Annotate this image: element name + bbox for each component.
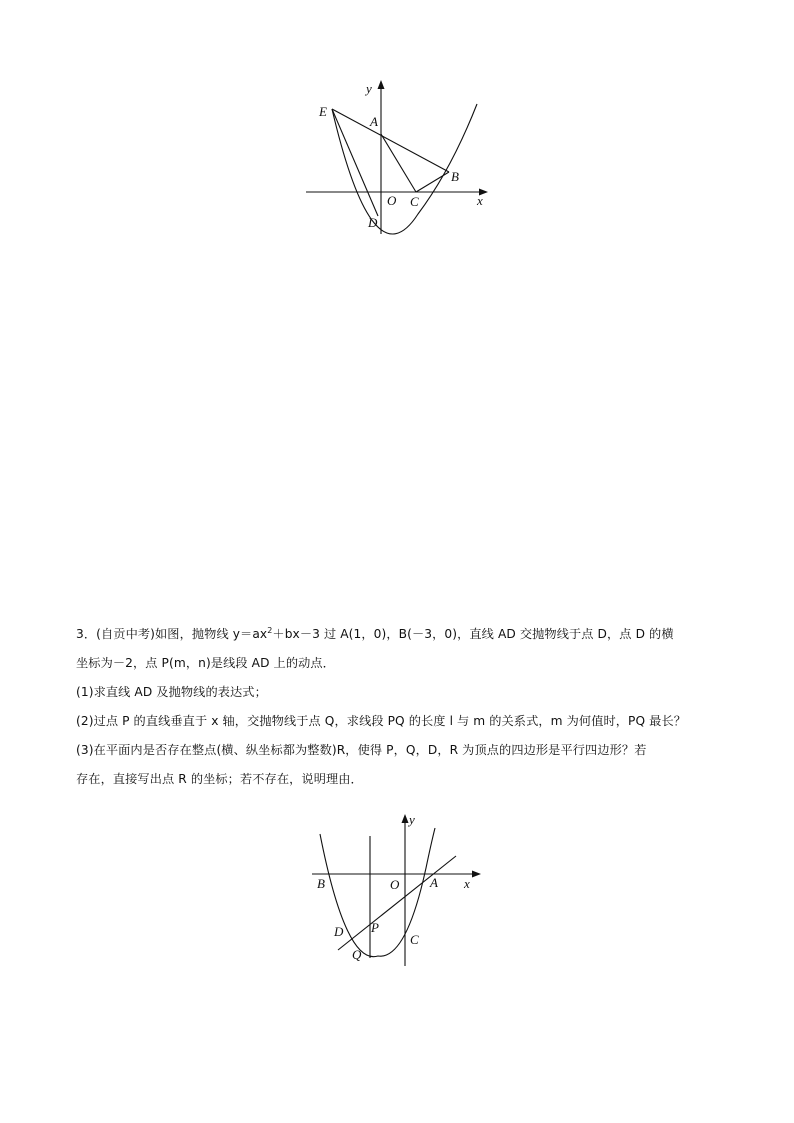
label-Q: Q bbox=[352, 947, 362, 962]
label-y: y bbox=[366, 81, 372, 96]
label-D: D bbox=[334, 924, 344, 939]
problem-number: 3 bbox=[76, 627, 84, 641]
label-y: y bbox=[409, 812, 415, 827]
problem-text-a: 如图，抛物线 y＝ax bbox=[155, 627, 268, 641]
label-P: P bbox=[371, 920, 379, 935]
label-A: A bbox=[370, 114, 378, 129]
segment-EB bbox=[332, 109, 449, 172]
label-E: E bbox=[319, 104, 327, 119]
problem-3 bbox=[76, 620, 726, 794]
y-axis-arrow bbox=[378, 80, 385, 89]
label-O: O bbox=[390, 877, 400, 892]
y-axis-arrow bbox=[402, 814, 409, 823]
exponent: 2 bbox=[267, 626, 273, 635]
label-O: O bbox=[387, 193, 397, 208]
problem-3-line-1 bbox=[76, 620, 726, 649]
figure-1 bbox=[300, 74, 500, 236]
question-2: (2)过点 P 的直线垂直于 x 轴，交抛物线于点 Q，求线段 PQ 的长度 l 与 m 的关系式，m 为何值时，PQ 最长？ bbox=[76, 714, 687, 728]
segment-AC bbox=[381, 134, 416, 192]
label-C: C bbox=[410, 932, 419, 947]
label-C: C bbox=[410, 194, 419, 209]
question-3-line-2: 存在，直接写出点 R 的坐标；若不存在，说明理由． bbox=[76, 772, 363, 786]
label-A: A bbox=[430, 875, 438, 890]
label-x: x bbox=[477, 193, 483, 208]
segment-CB bbox=[416, 172, 449, 192]
problem-text-b: ＋bx－3 过 A(1，0)，B(－3，0)，直线 AD 交抛物线于点 D，点 D 的横 bbox=[272, 627, 674, 641]
figure-2 bbox=[308, 808, 488, 970]
label-D: D bbox=[368, 215, 378, 230]
label-x: x bbox=[464, 876, 470, 891]
problem-3-line-2: 坐标为－2，点 P(m，n)是线段 AD 上的动点． bbox=[76, 656, 335, 670]
x-axis-arrow bbox=[472, 871, 481, 878]
label-B: B bbox=[317, 876, 325, 891]
question-3-line-1: (3)在平面内是否存在整点(横、纵坐标都为整数)R，使得 P，Q，D，R 为顶点的四边形是平行四边形？若 bbox=[76, 743, 647, 757]
problem-source: ．(自贡中考) bbox=[83, 627, 156, 641]
line-AD bbox=[338, 856, 456, 950]
label-B: B bbox=[451, 169, 459, 184]
question-1: (1)求直线 AD 及抛物线的表达式； bbox=[76, 685, 267, 699]
